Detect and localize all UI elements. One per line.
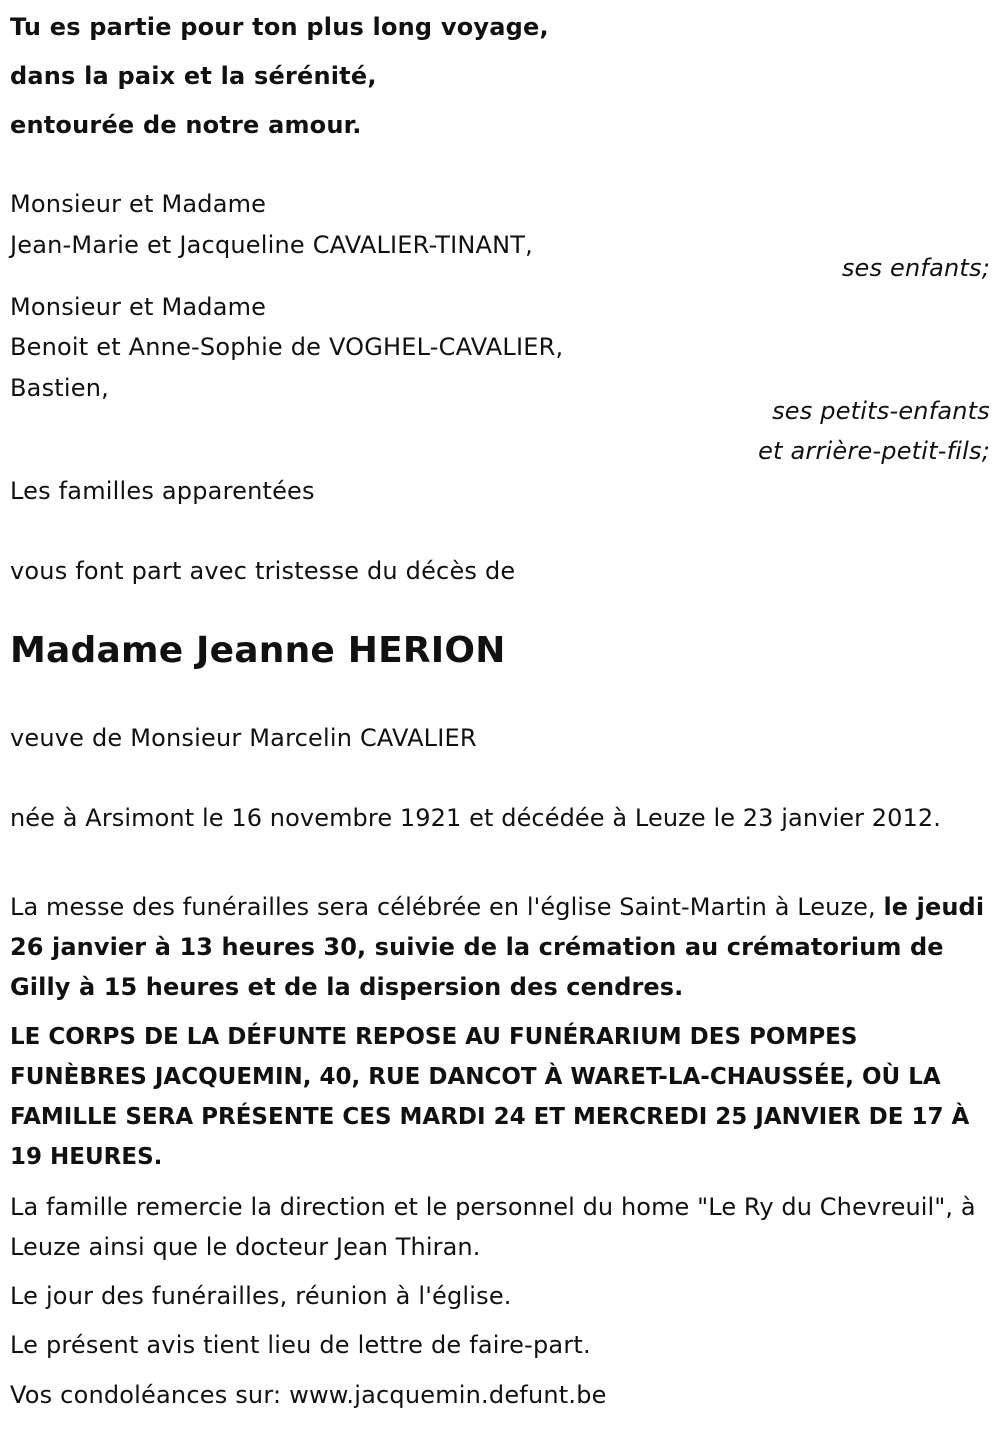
grandchildren-relation-1: ses petits-enfants	[772, 397, 990, 425]
thanks-paragraph: La famille remercie la direction et le personnel du home "Le Ry du Chevreuil", à Leuze ainsi que le docteur Jean Thiran.	[10, 1193, 976, 1261]
widow-of: veuve de Monsieur Marcelin CAVALIER	[10, 724, 477, 752]
great-grandson-name: Bastien,	[10, 374, 109, 402]
children-relation: ses enfants;	[841, 254, 990, 282]
funeral-details: le jeudi 26 janvier à 13 heures 30, suivie de la crémation au crématorium de Gilly à 15 heures et de la dispersion des cendres.	[10, 893, 985, 1001]
epitaph-line-1: Tu es partie pour ton plus long voyage,	[10, 13, 549, 41]
grandchildren-relation-2: et arrière-petit-fils;	[758, 437, 990, 465]
meeting-notice: Le jour des funérailles, réunion à l'église.	[10, 1282, 512, 1310]
children-title: Monsieur et Madame	[10, 190, 267, 218]
children-names: Jean-Marie et Jacqueline CAVALIER-TINANT,	[10, 231, 533, 259]
letter-notice: Le présent avis tient lieu de lettre de faire-part.	[10, 1331, 591, 1359]
grandchildren-title: Monsieur et Madame	[10, 293, 267, 321]
condolences-url[interactable]: www.jacquemin.defunt.be	[289, 1381, 607, 1409]
announcement-text: vous font part avec tristesse du décès de	[10, 557, 516, 585]
epitaph-line-2: dans la paix et la sérénité,	[10, 62, 377, 90]
visitation-notice: LE CORPS DE LA DÉFUNTE REPOSE AU FUNÉRARIUM DES POMPES FUNÈBRES JACQUEMIN, 40, RUE DANCOT À WARET-LA-CHAUSSÉE, OÙ LA FAMILLE SERA PRÉSENTE CES MARDI 24 ET MERCREDI 25 JANVIER DE 17 À 19 HEURES.	[10, 1024, 970, 1170]
funeral-paragraph	[10, 887, 985, 1007]
funeral-intro: La messe des funérailles sera célébrée en l'église Saint-Martin à Leuze,	[10, 893, 884, 921]
grandchildren-names: Benoit et Anne-Sophie de VOGHEL-CAVALIER,	[10, 333, 564, 361]
condolences-label: Vos condoléances sur:	[10, 1381, 290, 1409]
epitaph-line-3: entourée de notre amour.	[10, 111, 362, 139]
birth-death-dates: née à Arsimont le 16 novembre 1921 et décédée à Leuze le 23 janvier 2012.	[10, 804, 941, 832]
condolences-line	[10, 1380, 607, 1410]
deceased-name: Madame Jeanne HERION	[10, 630, 506, 671]
related-families: Les familles apparentées	[10, 477, 315, 505]
